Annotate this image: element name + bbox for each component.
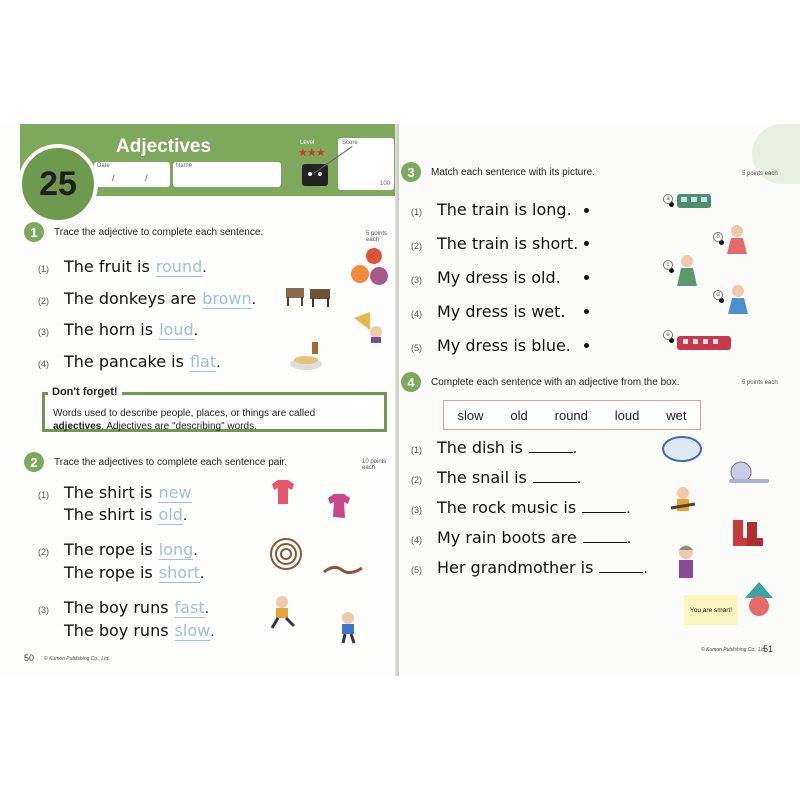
row-number: (3) bbox=[38, 605, 49, 615]
word-box-item: loud bbox=[614, 407, 640, 423]
row-number: (5) bbox=[411, 343, 422, 353]
period: . bbox=[204, 600, 210, 617]
left-page bbox=[0, 124, 397, 676]
s3-row-5 bbox=[411, 336, 571, 355]
period: . bbox=[193, 322, 199, 339]
mascot-illustration bbox=[739, 580, 779, 624]
s4-row-4 bbox=[411, 528, 631, 548]
answer-blank[interactable] bbox=[583, 542, 627, 543]
s3-row-4 bbox=[411, 302, 566, 321]
section-4-points: 5 points each bbox=[742, 380, 778, 386]
blue-dress-girl-picture bbox=[725, 224, 749, 260]
sentence-text: The horn is bbox=[64, 320, 154, 339]
trace-word[interactable]: loud bbox=[159, 320, 194, 339]
snail-illustration bbox=[725, 460, 773, 486]
row-number: (2) bbox=[38, 296, 49, 306]
old-dress-girl-picture bbox=[675, 254, 699, 294]
new-shirt-illustration bbox=[268, 478, 298, 506]
s2-row-2a bbox=[38, 540, 198, 560]
dont-forget-line2: . Adjectives are "describing" words. bbox=[101, 421, 257, 432]
workbook-spread bbox=[0, 124, 800, 676]
trace-word[interactable]: long bbox=[158, 540, 194, 559]
period: . bbox=[216, 354, 221, 371]
dont-forget-box bbox=[42, 392, 387, 432]
dont-forget-line1: Words used to describe people, places, or things are called bbox=[53, 408, 316, 419]
period: . bbox=[199, 565, 205, 582]
s4-row-5 bbox=[411, 558, 648, 578]
grandmother-illustration bbox=[673, 544, 699, 580]
you-are-smart-badge: You are smart! bbox=[684, 595, 738, 625]
section-1-number: 1 bbox=[24, 222, 44, 242]
trace-word[interactable]: old bbox=[158, 505, 183, 524]
sentence-text: The boy runs bbox=[64, 598, 169, 617]
trace-word[interactable]: short bbox=[158, 563, 200, 582]
period: . bbox=[193, 542, 198, 559]
s2-row-3a bbox=[38, 598, 209, 618]
sentence-text: The snail is bbox=[437, 468, 527, 487]
word-box-item: slow bbox=[457, 407, 484, 423]
short-rope-illustration bbox=[322, 562, 364, 578]
picture-letter-a: a bbox=[663, 194, 673, 204]
score-box[interactable] bbox=[338, 138, 394, 190]
fast-boy-illustration bbox=[266, 594, 300, 630]
period: . bbox=[576, 470, 582, 487]
match-dot-sentence-2[interactable] bbox=[584, 241, 589, 246]
answer-blank[interactable] bbox=[529, 452, 573, 453]
row-number: (2) bbox=[411, 475, 422, 485]
horn-illustration bbox=[350, 308, 390, 344]
section-2-instruction: Trace the adjectives to complete each sentence pair. bbox=[54, 456, 288, 468]
section-3-header bbox=[401, 162, 595, 182]
s4-row-1 bbox=[411, 438, 577, 458]
donkeys-illustration bbox=[282, 280, 334, 308]
sentence-text: The rope is bbox=[64, 540, 153, 559]
sentence-text: The fruit is bbox=[64, 257, 150, 276]
robot-icon bbox=[302, 164, 328, 186]
sentence-text: Her grandmother is bbox=[437, 558, 594, 577]
trace-word[interactable]: flat bbox=[189, 352, 217, 371]
row-number: (3) bbox=[38, 327, 49, 337]
s1-row-4 bbox=[38, 352, 221, 372]
dont-forget-title: Don't forget! bbox=[48, 386, 122, 398]
s1-row-3 bbox=[38, 320, 198, 340]
section-4-header bbox=[401, 372, 679, 392]
name-field[interactable] bbox=[173, 162, 281, 187]
right-copyright: © Kumon Publishing Co., Ltd. bbox=[701, 647, 767, 653]
adjective-word-box bbox=[443, 400, 701, 430]
s3-row-3 bbox=[411, 268, 561, 287]
sentence-text: The train is long. bbox=[437, 200, 572, 219]
left-page-number: 50 bbox=[24, 653, 35, 663]
s2-row-1b bbox=[64, 505, 187, 525]
date-value: / / bbox=[112, 173, 162, 183]
dont-forget-text bbox=[53, 407, 376, 433]
period: . bbox=[572, 440, 578, 457]
sentence-text: The rope is bbox=[64, 563, 153, 582]
old-shirt-illustration bbox=[324, 492, 354, 520]
row-number: (1) bbox=[38, 490, 49, 500]
section-3-points: 5 points each bbox=[742, 171, 778, 177]
sentence-text: The shirt is bbox=[64, 483, 153, 502]
sentence-text: My dress is wet. bbox=[437, 302, 566, 321]
row-number: (3) bbox=[411, 505, 422, 515]
trace-word[interactable]: fast bbox=[174, 598, 205, 617]
level-stars: ★★★ bbox=[298, 147, 325, 159]
sentence-text: The train is short. bbox=[437, 234, 579, 253]
period: . bbox=[626, 530, 632, 547]
unit-title: Adjectives bbox=[116, 136, 212, 157]
pancake-illustration bbox=[288, 340, 328, 372]
row-number: (4) bbox=[411, 535, 422, 545]
sentence-text: My rain boots are bbox=[437, 528, 577, 547]
s3-row-1 bbox=[411, 200, 572, 219]
s1-row-2 bbox=[38, 289, 256, 309]
section-1-header bbox=[24, 222, 263, 242]
row-number: (1) bbox=[411, 445, 422, 455]
long-rope-illustration bbox=[268, 536, 304, 572]
rock-musician-illustration bbox=[665, 486, 701, 522]
s2-row-2b bbox=[64, 563, 204, 583]
row-number: (2) bbox=[38, 547, 49, 557]
period: . bbox=[643, 560, 648, 577]
sentence-text: The donkeys are bbox=[64, 289, 197, 308]
right-page-number: 51 bbox=[763, 644, 774, 654]
date-field[interactable] bbox=[94, 162, 170, 187]
row-number: (5) bbox=[411, 565, 422, 575]
section-1-points: 5 points each bbox=[366, 231, 388, 243]
trace-word[interactable]: new bbox=[158, 483, 192, 502]
long-train-picture bbox=[675, 332, 735, 354]
round-dish-illustration bbox=[661, 434, 703, 464]
row-number: (4) bbox=[38, 359, 49, 369]
name-label: Name bbox=[176, 163, 193, 169]
picture-letter-b: b bbox=[713, 232, 723, 242]
picture-letter-e: e bbox=[663, 330, 673, 340]
period: . bbox=[251, 291, 257, 308]
row-number: (3) bbox=[411, 275, 422, 285]
s1-row-1 bbox=[38, 257, 207, 277]
match-dot-sentence-5[interactable] bbox=[584, 343, 589, 348]
sentence-text: The boy runs bbox=[64, 621, 169, 640]
date-label: Date bbox=[97, 163, 110, 169]
sentence-text: The rock music is bbox=[437, 498, 577, 517]
row-number: (4) bbox=[411, 309, 422, 319]
answer-blank[interactable] bbox=[582, 512, 626, 513]
unit-number-badge: 25 bbox=[18, 144, 98, 224]
period: . bbox=[202, 259, 207, 276]
match-dot-sentence-1[interactable] bbox=[584, 208, 589, 213]
s3-row-2 bbox=[411, 234, 578, 253]
period: . bbox=[626, 500, 631, 517]
answer-blank[interactable] bbox=[533, 482, 577, 483]
section-2-points: 10 points each bbox=[362, 459, 387, 471]
trace-word[interactable]: round bbox=[155, 257, 203, 276]
row-number: (2) bbox=[411, 241, 422, 251]
period: . bbox=[210, 623, 215, 640]
section-3-number: 3 bbox=[401, 162, 421, 182]
sentence-text: The pancake is bbox=[64, 352, 184, 371]
match-dot-sentence-4[interactable] bbox=[584, 309, 589, 314]
section-3-instruction: Match each sentence with its picture. bbox=[431, 166, 595, 178]
wet-dress-girl-picture bbox=[725, 284, 751, 324]
dont-forget-bold-term: adjectives bbox=[53, 421, 102, 432]
row-number: (1) bbox=[411, 207, 422, 217]
s4-row-3 bbox=[411, 498, 631, 518]
section-2-header bbox=[24, 452, 287, 472]
score-label: Score bbox=[342, 140, 358, 146]
picture-letter-d: d bbox=[713, 290, 723, 300]
section-2-number: 2 bbox=[24, 452, 44, 472]
section-1-instruction: Trace the adjective to complete each sentence. bbox=[54, 226, 264, 238]
trace-word[interactable]: brown bbox=[202, 289, 252, 308]
match-dot-sentence-3[interactable] bbox=[584, 275, 589, 280]
s2-row-1a bbox=[38, 483, 192, 503]
period: . bbox=[182, 507, 188, 524]
sentence-text: The dish is bbox=[437, 438, 523, 457]
rain-boots-illustration bbox=[729, 518, 765, 548]
sentence-text: My dress is blue. bbox=[437, 336, 571, 355]
fruit-illustration bbox=[350, 246, 392, 286]
sentence-text: The shirt is bbox=[64, 505, 153, 524]
word-box-item: old bbox=[510, 407, 528, 423]
s4-row-2 bbox=[411, 468, 581, 488]
answer-blank[interactable] bbox=[599, 572, 643, 573]
left-copyright: © Kumon Publishing Co., Ltd. bbox=[44, 656, 110, 662]
trace-word[interactable]: slow bbox=[174, 621, 211, 640]
level-label: Level bbox=[300, 140, 315, 146]
row-number: (1) bbox=[38, 264, 49, 274]
slow-boy-illustration bbox=[334, 610, 364, 644]
section-4-instruction: Complete each sentence with an adjective from the box. bbox=[431, 376, 680, 388]
short-train-picture bbox=[675, 190, 715, 212]
picture-letter-c: c bbox=[663, 260, 673, 270]
sentence-text: My dress is old. bbox=[437, 268, 561, 287]
word-box-item: wet bbox=[666, 407, 687, 423]
word-box-item: round bbox=[554, 407, 588, 423]
s2-row-3b bbox=[64, 621, 215, 641]
section-4-number: 4 bbox=[401, 372, 421, 392]
score-max: 100 bbox=[379, 181, 390, 187]
